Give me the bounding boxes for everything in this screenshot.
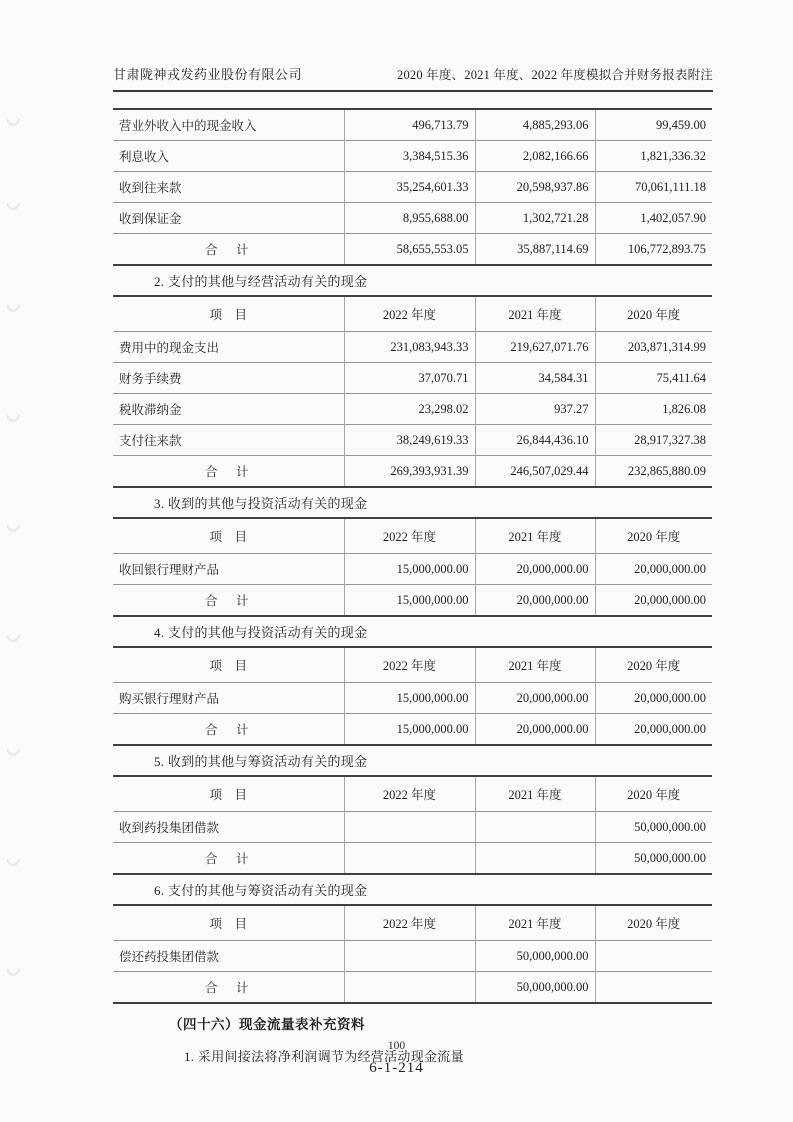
binding-hole-artifact xyxy=(4,739,23,758)
row-value: 20,000,000.00 xyxy=(595,683,712,714)
row-value: 35,254,601.33 xyxy=(344,172,475,203)
column-header-year: 2020 年度 xyxy=(595,776,712,812)
column-header-item: 项 目 xyxy=(113,518,344,554)
binding-hole-artifact xyxy=(4,405,23,424)
column-header-year: 2021 年度 xyxy=(475,296,595,332)
column-header-year: 2022 年度 xyxy=(344,518,475,554)
table-row xyxy=(113,172,712,203)
total-row xyxy=(113,585,712,617)
row-value xyxy=(475,812,595,843)
table-row xyxy=(113,332,712,363)
binding-hole-artifact xyxy=(4,295,23,314)
financial-table-section-5 xyxy=(113,775,712,875)
row-value xyxy=(344,941,475,972)
page-number: 100 xyxy=(387,1040,406,1052)
row-value xyxy=(475,843,595,875)
total-row xyxy=(113,234,712,266)
row-value xyxy=(344,972,475,1004)
row-value: 50,000,000.00 xyxy=(595,843,712,875)
column-header-year: 2022 年度 xyxy=(344,296,475,332)
row-value: 496,713.79 xyxy=(344,109,475,141)
row-value: 15,000,000.00 xyxy=(344,714,475,746)
total-row xyxy=(113,972,712,1004)
row-label: 收到往来款 xyxy=(113,172,344,203)
row-value xyxy=(344,843,475,875)
row-label: 收到药投集团借款 xyxy=(119,821,220,835)
table-header-row xyxy=(113,518,712,554)
row-value: 20,000,000.00 xyxy=(475,585,595,617)
section-title-5: 5. 收到的其他与筹资活动有关的现金 xyxy=(154,754,368,769)
row-value: 15,000,000.00 xyxy=(344,683,475,714)
column-header-item: 项 目 xyxy=(113,647,344,683)
binding-hole-artifact xyxy=(4,849,23,868)
column-header-year: 2021 年度 xyxy=(475,905,595,941)
row-value: 8,955,688.00 xyxy=(344,203,475,234)
row-label: 财务手续费 xyxy=(113,363,344,394)
table-header-row xyxy=(113,647,712,683)
column-header-year: 2021 年度 xyxy=(475,647,595,683)
table-row xyxy=(113,203,712,234)
column-header-year: 2022 年度 xyxy=(344,776,475,812)
section-title-3: 3. 收到的其他与投资活动有关的现金 xyxy=(154,496,368,511)
row-value: 20,000,000.00 xyxy=(475,554,595,585)
total-label: 合 计 xyxy=(113,972,344,1004)
financial-table-section-4 xyxy=(113,646,712,746)
row-value: 50,000,000.00 xyxy=(595,812,712,843)
row-value: 20,000,000.00 xyxy=(595,714,712,746)
total-row xyxy=(113,456,712,488)
row-value: 26,844,436.10 xyxy=(475,425,595,456)
row-value xyxy=(595,941,712,972)
closing-heading: （四十六）现金流量表补充资料 xyxy=(169,1017,365,1032)
row-value: 20,000,000.00 xyxy=(595,554,712,585)
row-label: 营业外收入中的现金收入 xyxy=(119,119,257,133)
table-row xyxy=(113,109,712,141)
total-label: 合 计 xyxy=(113,456,344,488)
total-row xyxy=(113,714,712,746)
section-title-2: 2. 支付的其他与经营活动有关的现金 xyxy=(154,274,368,289)
row-value: 70,061,111.18 xyxy=(595,172,712,203)
binding-hole-artifact xyxy=(4,193,23,212)
column-header-year: 2020 年度 xyxy=(595,296,712,332)
closing-note: 1. 采用间接法将净利润调节为经营活动现金流量 xyxy=(184,1049,464,1064)
table-header-row xyxy=(113,776,712,812)
page-header xyxy=(113,64,713,92)
section-title-4: 4. 支付的其他与投资活动有关的现金 xyxy=(154,625,368,640)
row-value: 58,655,553.05 xyxy=(344,234,475,266)
table-header-row xyxy=(113,905,712,941)
total-label: 合 计 xyxy=(113,843,344,875)
column-header-year: 2020 年度 xyxy=(595,905,712,941)
row-value: 37,070.71 xyxy=(344,363,475,394)
row-value xyxy=(595,972,712,1004)
total-label: 合 计 xyxy=(113,585,344,617)
row-value: 99,459.00 xyxy=(595,109,712,141)
column-header-year: 2022 年度 xyxy=(344,905,475,941)
row-value: 50,000,000.00 xyxy=(475,972,595,1004)
row-label: 费用中的现金支出 xyxy=(119,341,220,355)
column-header-year: 2022 年度 xyxy=(344,647,475,683)
row-value: 20,000,000.00 xyxy=(595,585,712,617)
row-value: 4,885,293.06 xyxy=(475,109,595,141)
row-label: 收回银行理财产品 xyxy=(119,563,220,577)
table-row xyxy=(113,941,712,972)
tables-area xyxy=(113,108,713,1065)
row-value: 50,000,000.00 xyxy=(475,941,595,972)
row-value: 20,598,937.86 xyxy=(475,172,595,203)
binding-hole-artifact xyxy=(4,515,23,534)
company-name: 甘肃陇神戎发药业股份有限公司 xyxy=(113,67,303,82)
row-value: 20,000,000.00 xyxy=(475,714,595,746)
row-value xyxy=(344,812,475,843)
total-row xyxy=(113,843,712,875)
row-value: 23,298.02 xyxy=(344,394,475,425)
table-row xyxy=(113,394,712,425)
row-label: 偿还药投集团借款 xyxy=(119,950,220,964)
column-header-item: 项 目 xyxy=(113,296,344,332)
row-value: 3,384,515.36 xyxy=(344,141,475,172)
row-value: 28,917,327.38 xyxy=(595,425,712,456)
table-row xyxy=(113,363,712,394)
total-label: 合 计 xyxy=(113,234,344,266)
row-value: 269,393,931.39 xyxy=(344,456,475,488)
row-value: 1,826.08 xyxy=(595,394,712,425)
row-value: 232,865,880.09 xyxy=(595,456,712,488)
column-header-year: 2020 年度 xyxy=(595,518,712,554)
row-value: 219,627,071.76 xyxy=(475,332,595,363)
report-title: 2020 年度、2021 年度、2022 年度模拟合并财务报表附注 xyxy=(397,68,713,82)
binding-hole-artifact xyxy=(4,959,23,978)
financial-table-section-3 xyxy=(113,517,712,617)
column-header-item: 项 目 xyxy=(113,776,344,812)
row-value: 231,083,943.33 xyxy=(344,332,475,363)
column-header-year: 2021 年度 xyxy=(475,776,595,812)
row-label: 收到保证金 xyxy=(113,203,344,234)
column-header-item: 项 目 xyxy=(113,905,344,941)
row-value: 15,000,000.00 xyxy=(344,554,475,585)
row-value: 34,584.31 xyxy=(475,363,595,394)
row-value: 1,821,336.32 xyxy=(595,141,712,172)
binding-hole-artifact xyxy=(4,625,23,644)
financial-table-section-6 xyxy=(113,904,712,1004)
row-value: 2,082,166.66 xyxy=(475,141,595,172)
table-row xyxy=(113,683,712,714)
table-row xyxy=(113,425,712,456)
financial-table-section-2 xyxy=(113,295,712,488)
column-header-year: 2021 年度 xyxy=(475,518,595,554)
section-title-6: 6. 支付的其他与筹资活动有关的现金 xyxy=(154,883,368,898)
row-value: 35,887,114.69 xyxy=(475,234,595,266)
table-row xyxy=(113,141,712,172)
row-label: 购买银行理财产品 xyxy=(119,692,220,706)
table-row xyxy=(113,554,712,585)
row-value: 1,302,721.28 xyxy=(475,203,595,234)
row-value: 75,411.64 xyxy=(595,363,712,394)
row-value: 937.27 xyxy=(475,394,595,425)
table-header-row xyxy=(113,296,712,332)
row-label: 利息收入 xyxy=(113,141,344,172)
total-label: 合 计 xyxy=(113,714,344,746)
row-label: 税收滞纳金 xyxy=(113,394,344,425)
binding-hole-artifact xyxy=(4,109,23,128)
table-row xyxy=(113,812,712,843)
row-value: 38,249,619.33 xyxy=(344,425,475,456)
row-label: 支付往来款 xyxy=(113,425,344,456)
row-value: 203,871,314.99 xyxy=(595,332,712,363)
row-value: 15,000,000.00 xyxy=(344,585,475,617)
row-value: 246,507,029.44 xyxy=(475,456,595,488)
row-value: 1,402,057.90 xyxy=(595,203,712,234)
column-header-year: 2020 年度 xyxy=(595,647,712,683)
document-code: 6-1-214 xyxy=(369,1060,424,1076)
row-value: 106,772,893.75 xyxy=(595,234,712,266)
financial-table-continuation xyxy=(113,108,712,266)
row-value: 20,000,000.00 xyxy=(475,683,595,714)
